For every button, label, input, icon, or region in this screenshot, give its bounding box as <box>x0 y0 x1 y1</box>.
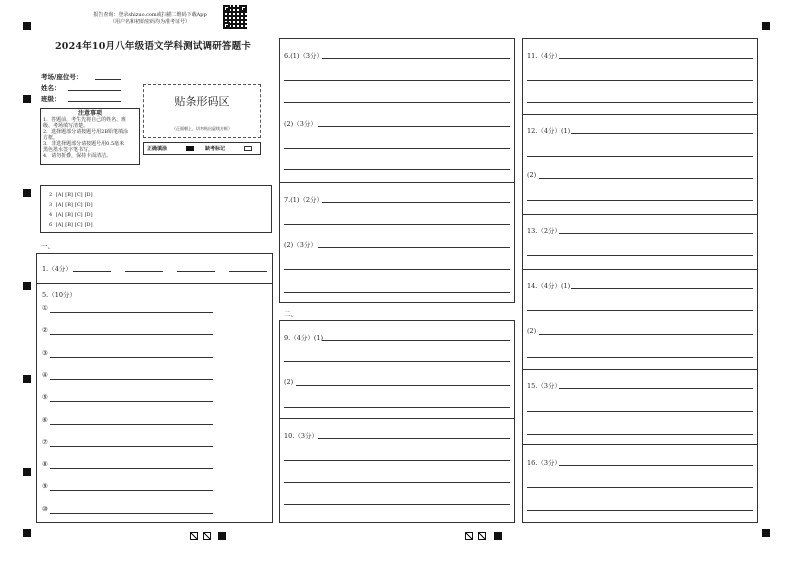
timing-mark <box>23 95 31 103</box>
q5-answer-line[interactable] <box>50 379 213 380</box>
answer-line[interactable] <box>284 148 510 149</box>
choice-option[interactable]: [C] <box>74 202 83 208</box>
q10-label: 10.（3分） <box>284 432 318 440</box>
q9-1-label: 9.（4分）(1) <box>284 334 324 342</box>
q5-item-label: ⑨ <box>42 482 48 491</box>
divider <box>523 114 757 115</box>
choice-box <box>40 185 272 233</box>
divider <box>280 182 514 183</box>
answer-line[interactable] <box>559 465 753 466</box>
class-field[interactable] <box>68 101 121 102</box>
answer-line[interactable] <box>284 269 510 270</box>
qr-code-icon <box>223 5 247 29</box>
q13-label: 13.（2分） <box>527 227 561 235</box>
answer-line[interactable] <box>284 102 510 103</box>
divider <box>523 369 757 370</box>
page-title: 2024年10月八年级语文学科测试调研答题卡 <box>54 41 252 52</box>
choice-option[interactable]: [D] <box>84 192 93 198</box>
answer-line[interactable] <box>527 156 753 157</box>
q12-1-label: 12.（4分）(1) <box>527 127 571 135</box>
answer-box-col1 <box>36 253 273 523</box>
answer-line[interactable] <box>322 202 510 203</box>
timing-mark <box>23 375 31 383</box>
choice-option[interactable]: [D] <box>84 222 93 228</box>
answer-line[interactable] <box>571 288 753 289</box>
answer-box-col3 <box>522 38 758 523</box>
choice-row[interactable] <box>49 202 95 208</box>
choice-option[interactable]: [C] <box>74 222 83 228</box>
choice-option[interactable]: [C] <box>74 212 83 218</box>
note-line: 4．请勿折叠，保持卡面清洁。 <box>43 153 112 159</box>
notes-box <box>40 108 140 165</box>
q12-2-label: (2) <box>527 171 537 179</box>
q5-item-label: ⑧ <box>42 460 48 469</box>
seat-label: 考场/座位号： <box>41 73 83 81</box>
corner-mark <box>23 22 31 30</box>
hatch-mark <box>190 532 198 540</box>
q5-answer-line[interactable] <box>50 312 213 313</box>
q16-label: 16.（3分） <box>527 459 561 467</box>
q1-blank[interactable] <box>177 271 215 272</box>
choice-option[interactable]: [D] <box>84 212 93 218</box>
q5-item-label: ② <box>42 326 48 335</box>
choice-row[interactable] <box>49 212 95 218</box>
square-mark <box>218 532 226 540</box>
q5-item-label: ⑩ <box>42 504 48 513</box>
divider <box>523 214 757 215</box>
answer-line[interactable] <box>284 361 510 362</box>
q5-item-label: ④ <box>42 370 48 379</box>
q5-item-label: ⑦ <box>42 437 48 446</box>
choice-row[interactable] <box>49 192 95 198</box>
answer-line[interactable] <box>318 126 510 127</box>
choice-option[interactable]: [A] <box>55 212 64 218</box>
q5-item-label: ⑤ <box>42 393 48 402</box>
answer-line[interactable] <box>296 385 510 386</box>
q5-answer-line[interactable] <box>50 357 213 358</box>
q5-answer-line[interactable] <box>50 424 213 425</box>
q5-answer-line[interactable] <box>50 468 213 469</box>
barcode-area <box>143 84 261 138</box>
hatch-mark <box>478 532 486 540</box>
timing-mark <box>23 282 31 290</box>
absent-box[interactable] <box>244 146 252 151</box>
answer-line[interactable] <box>527 510 753 511</box>
absent-legend-label: 缺考标记 <box>205 146 226 152</box>
answer-line[interactable] <box>527 200 753 201</box>
answer-box-col2-bottom <box>279 320 515 523</box>
note-line: 黑色墨水签字笔书写。 <box>43 147 94 153</box>
divider <box>280 418 514 419</box>
choice-option[interactable]: [C] <box>74 192 83 198</box>
fill-legend-label: 正确填涂 <box>147 146 168 152</box>
answer-line[interactable] <box>284 169 510 170</box>
password-notice: （用户名和初始密码均为准考证号） <box>109 19 190 25</box>
divider <box>523 444 757 445</box>
answer-line[interactable] <box>527 102 753 103</box>
seat-field[interactable] <box>95 79 121 80</box>
answer-line[interactable] <box>284 407 510 408</box>
answer-line[interactable] <box>527 255 753 256</box>
q5-label: 5.（10分） <box>42 291 76 299</box>
q14-2-label: (2) <box>527 327 537 335</box>
answer-box-col2-top <box>279 38 515 303</box>
hatch-mark <box>203 532 211 540</box>
answer-line[interactable] <box>284 482 510 483</box>
answer-line[interactable] <box>527 411 753 412</box>
choice-option[interactable]: [A] <box>55 222 64 228</box>
q6-2-label: (2)（3分） <box>284 120 317 128</box>
choice-option[interactable]: [B] <box>65 212 73 218</box>
answer-line[interactable] <box>284 292 510 293</box>
q11-label: 11.（4分） <box>527 52 561 60</box>
answer-line[interactable] <box>559 58 753 59</box>
q7-1-label: 7.(1)（2分） <box>284 196 324 204</box>
q5-item-label: ③ <box>42 348 48 357</box>
corner-mark <box>762 529 770 537</box>
note-line: 3．非选择题部分请按题号用0.5毫米 <box>43 141 125 147</box>
q15-label: 15.（3分） <box>527 382 561 390</box>
divider <box>37 283 272 284</box>
name-field[interactable] <box>68 90 121 91</box>
answer-line[interactable] <box>318 438 510 439</box>
choice-option[interactable]: [D] <box>84 202 93 208</box>
note-line: 方框。 <box>43 135 59 141</box>
answer-line[interactable] <box>284 80 510 81</box>
answer-line[interactable] <box>527 310 753 311</box>
answer-line[interactable] <box>571 133 753 134</box>
notes-list <box>41 117 139 159</box>
choice-num: 6 <box>49 222 53 228</box>
timing-mark <box>23 468 31 476</box>
note-line: 级、考场填写清楚。 <box>43 123 89 129</box>
q5-answer-line[interactable] <box>50 513 213 514</box>
answer-line[interactable] <box>527 487 753 488</box>
barcode-label: 贴条形码区 <box>174 95 230 108</box>
q9-2-label: (2) <box>284 378 294 386</box>
choice-num: 4 <box>49 212 53 218</box>
choice-option[interactable]: [B] <box>65 202 73 208</box>
corner-mark <box>23 529 31 537</box>
answer-line[interactable] <box>284 460 510 461</box>
q5-answer-line[interactable] <box>50 490 213 491</box>
answer-line[interactable] <box>539 334 753 335</box>
report-notice: 报告查询：登录shizuo.com或扫描二维码下载App <box>93 12 207 18</box>
q1-blank[interactable] <box>73 271 111 272</box>
q5-answer-line[interactable] <box>50 446 213 447</box>
q1-label: 1.（4分） <box>42 265 72 273</box>
answer-line[interactable] <box>284 504 510 505</box>
class-label: 班级： <box>41 95 61 103</box>
choice-num: 2 <box>49 192 53 198</box>
divider <box>523 269 757 270</box>
answer-line[interactable] <box>527 357 753 358</box>
answer-line[interactable] <box>559 388 753 389</box>
section-two-heading: 二、 <box>284 310 297 318</box>
answer-line[interactable] <box>527 80 753 81</box>
corner-mark <box>762 22 770 30</box>
choice-option[interactable]: [B] <box>65 192 73 198</box>
choice-option[interactable]: [A] <box>55 192 64 198</box>
q5-answer-line[interactable] <box>50 334 213 335</box>
fill-legend <box>143 142 261 155</box>
choice-option[interactable]: [B] <box>65 222 73 228</box>
section-one-heading: 一、 <box>41 242 54 250</box>
notes-heading: 注意事项 <box>77 110 102 117</box>
answer-line[interactable] <box>318 247 510 248</box>
square-mark <box>494 532 502 540</box>
q5-item-label: ⑥ <box>42 415 48 424</box>
answer-line[interactable] <box>322 340 510 341</box>
q1-blank[interactable] <box>125 271 163 272</box>
filled-box-icon <box>186 146 194 151</box>
name-label: 姓名： <box>41 84 61 92</box>
choice-num: 3 <box>49 202 53 208</box>
answer-line[interactable] <box>527 434 753 435</box>
choice-row[interactable] <box>49 222 95 228</box>
choice-option[interactable]: [A] <box>55 202 64 208</box>
note-line: 2．选择题部分请按题号用2B铅笔填涂 <box>43 129 129 135</box>
q7-2-label: (2)（3分） <box>284 241 317 249</box>
hatch-mark <box>465 532 473 540</box>
timing-mark <box>23 189 31 197</box>
answer-line[interactable] <box>284 224 510 225</box>
q14-1-label: 14.（4分）(1) <box>527 282 571 290</box>
q1-blank[interactable] <box>229 271 267 272</box>
barcode-sub: （正面朝上，切勿贴出虚线方框） <box>172 126 232 131</box>
answer-line[interactable] <box>559 233 753 234</box>
q5-answer-line[interactable] <box>50 401 213 402</box>
q5-item-label: ① <box>42 304 48 312</box>
answer-line[interactable] <box>322 58 510 59</box>
note-line: 1．答题前，考生先将自己的姓名、班 <box>43 117 127 123</box>
answer-line[interactable] <box>539 178 753 179</box>
q6-1-label: 6.(1)（3分） <box>284 52 324 60</box>
